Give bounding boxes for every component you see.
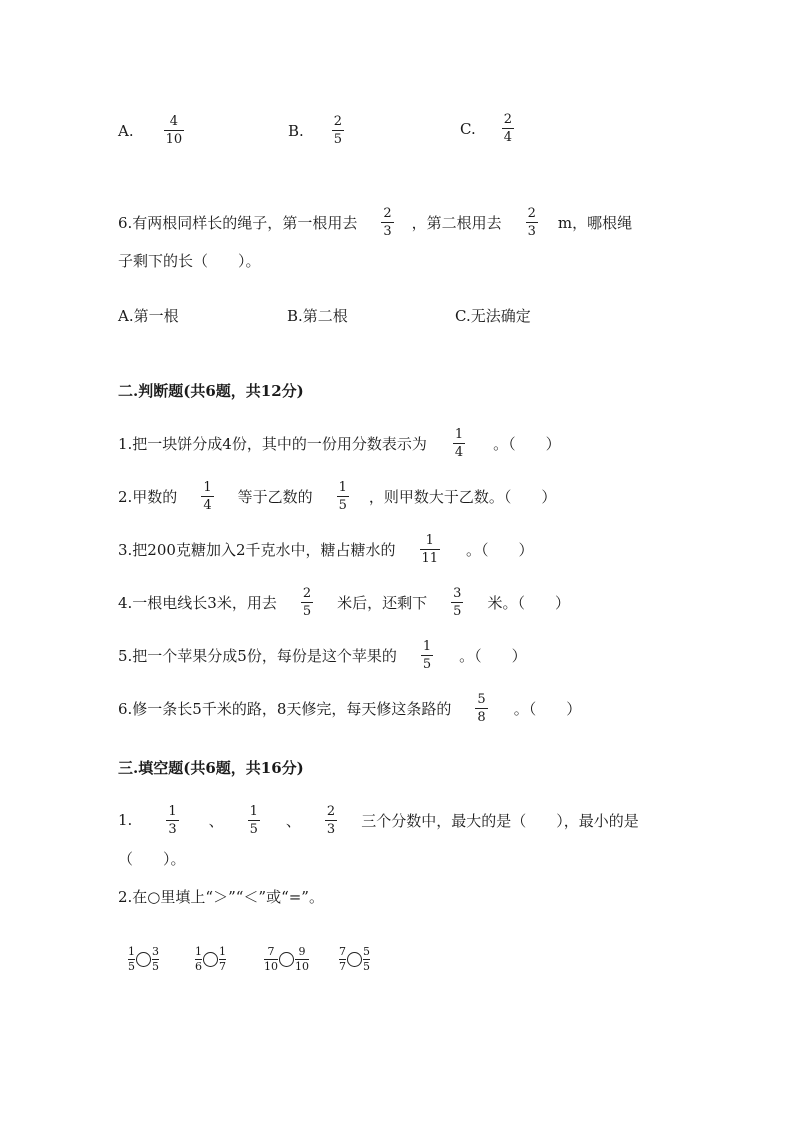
fraction: 7 10: [264, 945, 278, 973]
fraction: 9 10: [295, 945, 309, 973]
q6-line2: 子剩下的长（ ）。: [118, 251, 261, 270]
fraction: $\frac{1}{4}$: [454, 426, 464, 460]
judge-item-1: 1.把一块饼分成4份，其中的一份用分数表示为 $\frac{1}{4}$ 。（ ）: [118, 426, 561, 460]
judge-item-4: 4.一根电线长3米，用去 $\frac{2}{5}$ 米后，还剩下 $\frac{3}{5}$ 米。（ ）: [118, 585, 570, 619]
q6-option-b: B.第二根: [287, 307, 348, 325]
option-label: A.: [118, 121, 134, 140]
answer-circle[interactable]: [347, 952, 362, 967]
fill-item-2: 2.在○里填上“＞”“＜”或“=”。: [118, 887, 324, 906]
fraction: $\frac{1}{5}$: [338, 479, 347, 513]
comparison-pair: [339, 946, 370, 973]
fraction: $\frac{1}{3}$: [168, 803, 177, 837]
judge-item-2: 2.甲数的 $\frac{1}{4}$ 等于乙数的 $\frac{1}{5}$ ，则甲数大于乙数。（ ）: [118, 479, 557, 513]
fraction: $\frac{3}{5}$: [453, 585, 462, 619]
section2-title: 二.判断题(共6题，共12分): [118, 382, 304, 400]
judge-item-3: 3.把200克糖加入2千克水中，糖占糖水的 $\frac{1}{11}$ 。（ ）: [118, 532, 534, 566]
fraction: 7 7: [339, 945, 346, 973]
option-label: C.: [460, 119, 476, 138]
fraction: $\frac{2}{3}$: [326, 803, 336, 837]
fraction: 1 7: [219, 945, 226, 973]
comparison-pair: [195, 946, 226, 973]
comparison-pair: [264, 946, 309, 973]
fraction: $\frac{2}{4}$: [503, 112, 512, 145]
q6-option-a: A.第一根: [118, 307, 179, 325]
judge-item-6: 6.修一条长5千米的路，8天修完，每天修这条路的 $\frac{5}{8}$ 。（ ）: [118, 691, 582, 725]
option-label: B.: [288, 121, 304, 140]
fraction: 1 6: [195, 945, 202, 973]
fraction: $\frac{1}{5}$: [249, 803, 258, 837]
fill-item-1-line2: （ ）。: [118, 849, 186, 868]
comparison-row: [128, 946, 370, 973]
fraction: 5 5: [363, 945, 370, 973]
q5-option-b: [288, 114, 344, 147]
q5-option-c: [460, 112, 514, 145]
q5-option-a: [118, 114, 184, 147]
answer-circle[interactable]: [203, 952, 218, 967]
section3-title: 三.填空题(共6题，共16分): [118, 759, 304, 777]
fraction: $\frac{2}{5}$: [333, 114, 343, 147]
fraction: $\frac{2}{5}$: [302, 585, 312, 619]
fraction: $\frac{1}{4}$: [203, 479, 212, 513]
comparison-pair: [128, 946, 159, 973]
fraction: 3 5: [152, 945, 159, 973]
q6-option-c: C.无法确定: [455, 307, 531, 325]
fraction: $\frac{2}{3}$: [383, 205, 392, 239]
fill-item-1: 1. $\frac{1}{3}$ 、 $\frac{1}{5}$ 、 $\frac{2}{3}$ 三个分数中，最大的是（ ），最小的是: [118, 803, 639, 837]
fraction: $\frac{1}{5}$: [422, 638, 432, 672]
judge-item-5: 5.把一个苹果分成5份，每份是这个苹果的 $\frac{1}{5}$ 。（ ）: [118, 638, 527, 672]
q6-line1: 6.有两根同样长的绳子，第一根用去 $\frac{2}{3}$ ，第二根用去 $\frac{2}{3}$ m，哪根绳: [118, 205, 633, 239]
fraction: $\frac{2}{3}$: [527, 205, 536, 239]
fraction: 1 5: [128, 945, 135, 973]
fraction: $\frac{4}{10}$: [165, 114, 183, 147]
answer-circle[interactable]: [279, 952, 294, 967]
answer-circle[interactable]: [136, 952, 151, 967]
fraction: $\frac{1}{11}$: [421, 532, 439, 566]
fraction: $\frac{5}{8}$: [477, 691, 486, 725]
